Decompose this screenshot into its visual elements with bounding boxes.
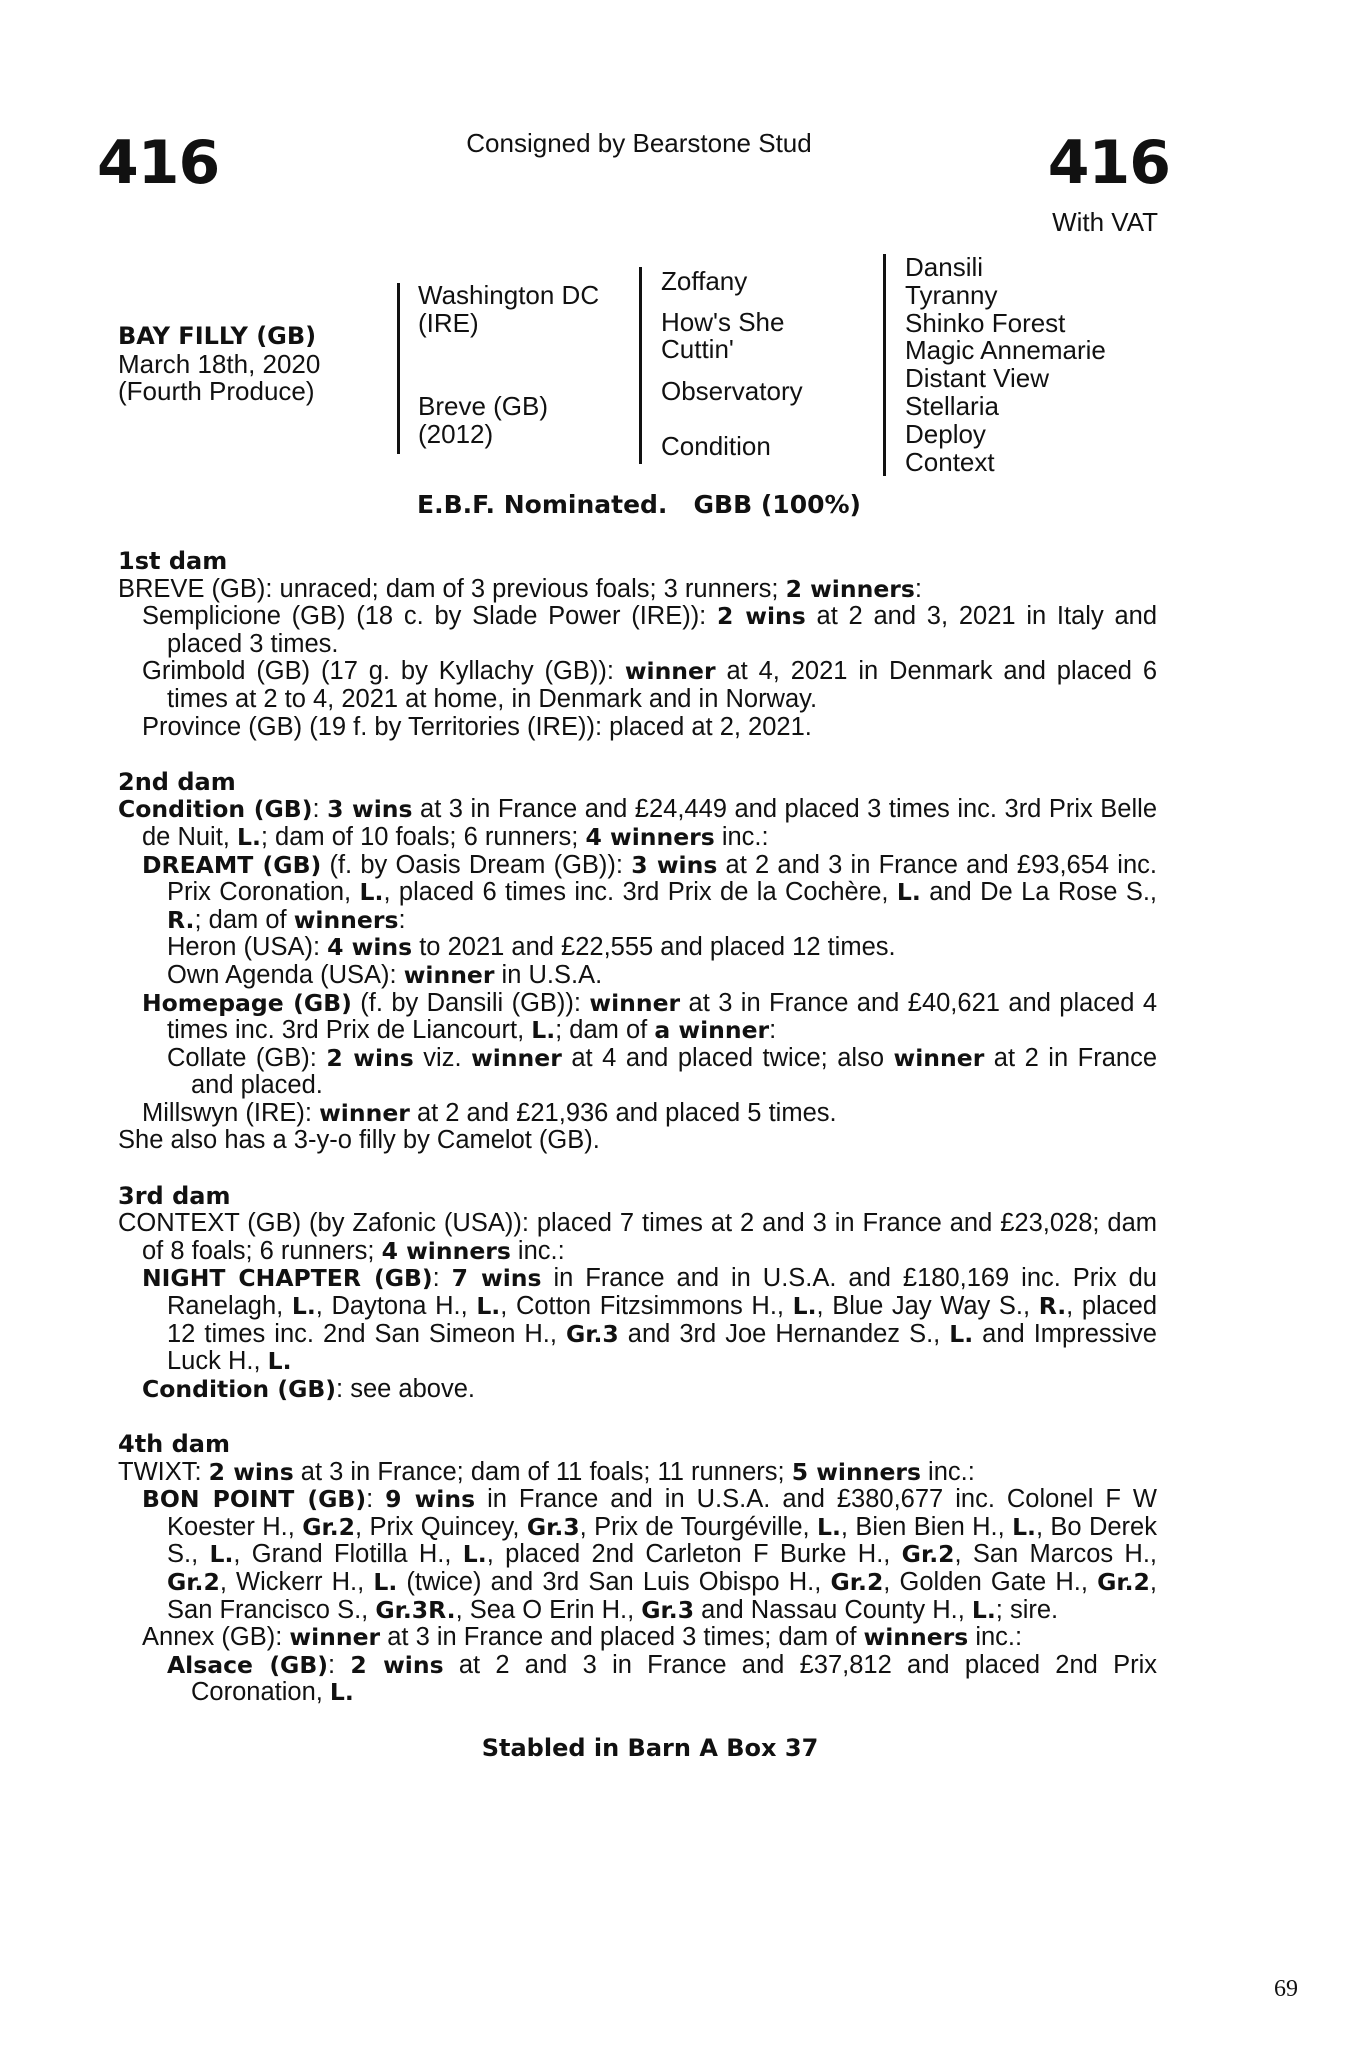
produce-record xyxy=(118,1265,1157,1375)
bold-text: L. xyxy=(1012,1512,1036,1541)
dam-section xyxy=(118,1431,1157,1707)
text: , San Francisco S., xyxy=(167,1567,1157,1624)
text: Collate (GB): xyxy=(167,1043,327,1072)
bold-text: 2 wins xyxy=(350,1650,444,1679)
produce-record xyxy=(118,576,1157,604)
text: inc.: xyxy=(920,1457,975,1486)
text: at 2 and 3, 2021 in Italy and placed 3 times. xyxy=(167,602,1158,658)
bold-text: 2 wins xyxy=(717,602,806,631)
pedigree-dam xyxy=(418,393,548,448)
bold-text: winner xyxy=(624,657,716,686)
text: inc.: xyxy=(510,1236,565,1265)
bold-text: 2 winners xyxy=(785,574,915,603)
bold-text: 9 wins xyxy=(385,1485,476,1514)
produce-record xyxy=(118,934,1157,962)
bold-text: L. xyxy=(971,1595,996,1624)
text: Semplicione (GB) (18 c. by Slade Power (IRE)): xyxy=(142,602,718,631)
bold-text: L. xyxy=(476,1292,501,1321)
text: : xyxy=(432,1264,452,1293)
nomination-line: E.B.F. Nominated. GBB (100%) xyxy=(417,490,861,519)
great-grandparent: Deploy xyxy=(905,418,986,449)
text: in France and in U.S.A. and £180,169 inc. Prix du Ranelagh, xyxy=(167,1264,1157,1321)
text: , Prix Quincey, xyxy=(355,1512,527,1541)
text: , Wickerr H., xyxy=(219,1567,374,1596)
text: ; sire. xyxy=(995,1595,1059,1624)
produce-record xyxy=(118,962,1157,990)
text: at 3 in France and £24,449 and placed 3 times inc. 3rd Prix Belle de Nuit, xyxy=(142,795,1158,851)
produce-record xyxy=(118,852,1157,935)
text: She also has a 3-y-o filly by Camelot (GB). xyxy=(118,1126,600,1155)
section-heading: 2nd dam xyxy=(118,767,236,796)
lot-number-left: 416 xyxy=(97,128,220,198)
horse-name: BAY FILLY (GB) xyxy=(118,322,317,350)
vat-status: With VAT xyxy=(1052,207,1158,237)
text: , San Marcos H., xyxy=(954,1540,1157,1569)
text: : xyxy=(769,1016,777,1045)
text: at 4, 2021 in Denmark and placed 6 times at 2 to 4, 2021 at home, in Denmark and in Norway. xyxy=(167,657,1157,713)
grandparent: How's She xyxy=(661,307,785,337)
text: TWIXT: xyxy=(118,1457,209,1486)
text: to 2021 and £22,555 and placed 12 times. xyxy=(412,933,896,962)
text: (f. by Oasis Dream (GB)): xyxy=(321,850,632,879)
produce-record xyxy=(118,603,1157,658)
text: at 2 and £21,936 and placed 5 times. xyxy=(409,1098,837,1127)
stabling-info: Stabled in Barn A Box 37 xyxy=(481,1733,819,1762)
pedigree-sire xyxy=(418,282,599,337)
bold-text: 5 winners xyxy=(791,1457,921,1486)
page-number: 69 xyxy=(1274,1976,1298,2002)
bold-text: L. xyxy=(209,1540,234,1569)
bold-text: DREAMT (GB) xyxy=(142,850,322,879)
bold-text: 4 winners xyxy=(585,822,715,851)
text: inc.: xyxy=(968,1623,1023,1652)
bold-text: L. xyxy=(896,878,921,907)
bold-text: Gr.2 xyxy=(167,1567,220,1596)
text: Heron (USA): xyxy=(167,933,328,962)
text: , Bo Derek S., xyxy=(167,1512,1157,1569)
bold-text: a winner xyxy=(654,1016,770,1045)
bold-text: 3 wins xyxy=(631,850,718,879)
bold-text: Gr.3R. xyxy=(375,1595,456,1624)
text: at 3 in France and £40,621 and placed 4 times inc. 3rd Prix de Liancourt, xyxy=(167,988,1158,1045)
great-grandparent: Stellaria xyxy=(905,390,999,421)
bold-text: Gr.2 xyxy=(1097,1567,1150,1596)
text: in U.S.A. xyxy=(494,960,603,989)
dam-section xyxy=(118,1183,1157,1404)
bold-text: Gr.3 xyxy=(526,1512,580,1541)
bold-text: L. xyxy=(329,1678,354,1707)
produce-record xyxy=(118,1652,1157,1707)
text: at 2 and 3 in France and £93,654 inc. Prix Coronation, xyxy=(167,850,1157,907)
text: , Bien Bien H., xyxy=(840,1512,1013,1541)
bold-text: Gr.3 xyxy=(565,1319,619,1348)
grandparent: Condition xyxy=(661,431,771,461)
text: viz. xyxy=(413,1043,472,1072)
text: : xyxy=(312,795,328,824)
bold-text: 4 winners xyxy=(381,1236,511,1265)
bold-text: L. xyxy=(267,1347,292,1376)
bold-text: L. xyxy=(792,1292,817,1321)
text: CONTEXT (GB) (by Zafonic (USA)): placed 7 times at 2 and 3 in France and £23,028; dam of 8 foals; 6 runners; xyxy=(118,1209,1157,1265)
text: , Cotton Fitzsimmons H., xyxy=(500,1292,793,1321)
bold-text: R. xyxy=(167,905,195,934)
bold-text: L. xyxy=(462,1540,487,1569)
text: Annex (GB): xyxy=(142,1623,290,1652)
section-heading: 4th dam xyxy=(118,1430,230,1458)
text: at 2 and 3 in France and £37,812 and placed 2nd Prix Coronation, xyxy=(191,1650,1157,1707)
bold-text: NIGHT CHAPTER (GB) xyxy=(142,1264,433,1293)
produce-record xyxy=(118,1210,1157,1265)
text: at 3 in France and placed 3 times; dam of xyxy=(380,1623,864,1652)
text: and 3rd Joe Hernandez S., xyxy=(618,1319,950,1348)
dam-section xyxy=(118,769,1157,1155)
horse-info xyxy=(118,323,320,406)
grandparent: Cuttin' xyxy=(661,334,734,364)
produce-record xyxy=(118,796,1157,851)
bold-text: L. xyxy=(949,1319,974,1348)
bold-text: Condition (GB) xyxy=(142,1374,337,1403)
text: , Golden Gate H., xyxy=(883,1567,1098,1596)
dam-name: Breve (GB) xyxy=(418,391,549,421)
text: , Daytona H., xyxy=(315,1292,477,1321)
section-heading: 3rd dam xyxy=(118,1181,231,1210)
bold-text: Homepage (GB) xyxy=(142,988,352,1017)
bold-text: BON POINT (GB) xyxy=(142,1485,367,1514)
great-grandparent: Distant View xyxy=(905,363,1050,394)
text: , placed 6 times inc. 3rd Prix de la Cochère, xyxy=(383,878,897,907)
lot-number-right: 416 xyxy=(1047,128,1170,198)
bold-text: L. xyxy=(359,878,384,907)
bold-text: 7 wins xyxy=(451,1264,542,1293)
bold-text: L. xyxy=(531,1016,556,1045)
produce-record xyxy=(118,714,1157,742)
text: and Impressive Luck H., xyxy=(167,1319,1157,1376)
bold-text: Gr.2 xyxy=(901,1540,955,1569)
text: : xyxy=(328,1650,351,1679)
text: and De La Rose S., xyxy=(920,878,1157,907)
great-grandparent: Dansili xyxy=(905,252,984,282)
pedigree-divider xyxy=(639,267,642,464)
catalogue-body xyxy=(118,548,1157,1762)
produce-record xyxy=(118,1459,1157,1487)
text: Own Agenda (USA): xyxy=(167,960,404,989)
produce-record xyxy=(118,1100,1157,1128)
bold-text: winner xyxy=(403,960,495,989)
great-grandparent: Shinko Forest xyxy=(905,307,1066,338)
text: ; dam of xyxy=(194,905,294,934)
dam-year: (2012) xyxy=(418,418,494,449)
text: : xyxy=(914,574,922,603)
bold-text: Gr.2 xyxy=(830,1567,884,1596)
bold-text: R. xyxy=(1038,1292,1067,1321)
bold-text: L. xyxy=(291,1292,316,1321)
produce-record xyxy=(118,1045,1157,1100)
text: , placed 12 times inc. 2nd San Simeon H., xyxy=(167,1292,1158,1348)
consignor: Consigned by Bearstone Stud xyxy=(466,128,812,158)
text: in France and in U.S.A. and £380,677 inc. Colonel F W Koester H., xyxy=(167,1485,1157,1541)
bold-text: Gr.2 xyxy=(302,1512,355,1541)
sire-name: Washington DC xyxy=(418,280,600,310)
pedigree-divider xyxy=(397,283,400,454)
produce-record xyxy=(118,1127,1157,1155)
text: , placed 2nd Carleton F Burke H., xyxy=(486,1540,902,1569)
bold-text: winner xyxy=(319,1098,410,1127)
dam-section xyxy=(118,548,1157,741)
bold-text: winner xyxy=(893,1043,985,1072)
dam-sections xyxy=(118,548,1157,1707)
grandparent: Zoffany xyxy=(661,266,748,296)
bold-text: Alsace (GB) xyxy=(167,1650,328,1679)
produce-record xyxy=(118,1624,1157,1652)
bold-text: winner xyxy=(471,1043,562,1072)
produce: (Fourth Produce) xyxy=(118,376,315,406)
text: at 3 in France; dam of 11 foals; 11 runners; xyxy=(293,1457,792,1486)
foaling-date: March 18th, 2020 xyxy=(118,348,321,379)
bold-text: 4 wins xyxy=(327,933,413,962)
text: (f. by Dansili (GB)): xyxy=(351,988,590,1017)
text: : xyxy=(366,1485,386,1514)
text: , Blue Jay Way S., xyxy=(816,1292,1039,1321)
bold-text: 3 wins xyxy=(327,795,413,824)
text: : xyxy=(398,905,406,934)
section-heading: 1st dam xyxy=(118,547,228,575)
sire-origin: (IRE) xyxy=(418,307,479,338)
bold-text: winner xyxy=(589,988,681,1017)
text: inc.: xyxy=(714,822,769,851)
text: Grimbold (GB) (17 g. by Kyllachy (GB)): xyxy=(142,657,625,686)
produce-record xyxy=(118,1486,1157,1624)
text: : see above. xyxy=(336,1374,475,1403)
text: , Grand Flotilla H., xyxy=(233,1540,463,1569)
produce-record xyxy=(118,990,1157,1045)
pedigree-divider xyxy=(883,254,886,476)
great-grandparent: Magic Annemarie xyxy=(905,335,1106,366)
text: and Nassau County H., xyxy=(694,1595,972,1624)
text: , Prix de Tourgéville, xyxy=(579,1512,817,1541)
text: at 4 and placed twice; also xyxy=(561,1043,894,1072)
bold-text: winners xyxy=(863,1623,969,1652)
great-grandparents xyxy=(905,254,1106,476)
text: Millswyn (IRE): xyxy=(142,1098,320,1127)
bold-text: Gr.3 xyxy=(641,1595,695,1624)
bold-text: L. xyxy=(816,1512,841,1541)
great-grandparent: Tyranny xyxy=(905,279,998,310)
produce-record xyxy=(118,1376,1157,1404)
bold-text: Condition (GB) xyxy=(118,795,313,824)
text: ; dam of 10 foals; 6 runners; xyxy=(260,822,586,851)
bold-text: winners xyxy=(293,905,399,934)
text: Province (GB) (19 f. by Territories (IRE)): placed at 2, 2021. xyxy=(142,712,812,741)
text: (twice) and 3rd San Luis Obispo H., xyxy=(397,1567,831,1596)
text: ; dam of xyxy=(555,1016,655,1045)
grandparent: Observatory xyxy=(661,376,803,406)
bold-text: L. xyxy=(236,822,261,851)
text: , Sea O Erin H., xyxy=(455,1595,642,1624)
bold-text: L. xyxy=(373,1567,398,1596)
produce-record xyxy=(118,658,1157,713)
bold-text: winner xyxy=(289,1623,381,1652)
text: at 2 in France and placed. xyxy=(191,1043,1158,1100)
text: BREVE (GB): unraced; dam of 3 previous foals; 3 runners; xyxy=(118,574,786,603)
great-grandparent: Context xyxy=(905,446,995,477)
bold-text: 2 wins xyxy=(326,1043,414,1072)
bold-text: 2 wins xyxy=(208,1457,294,1486)
